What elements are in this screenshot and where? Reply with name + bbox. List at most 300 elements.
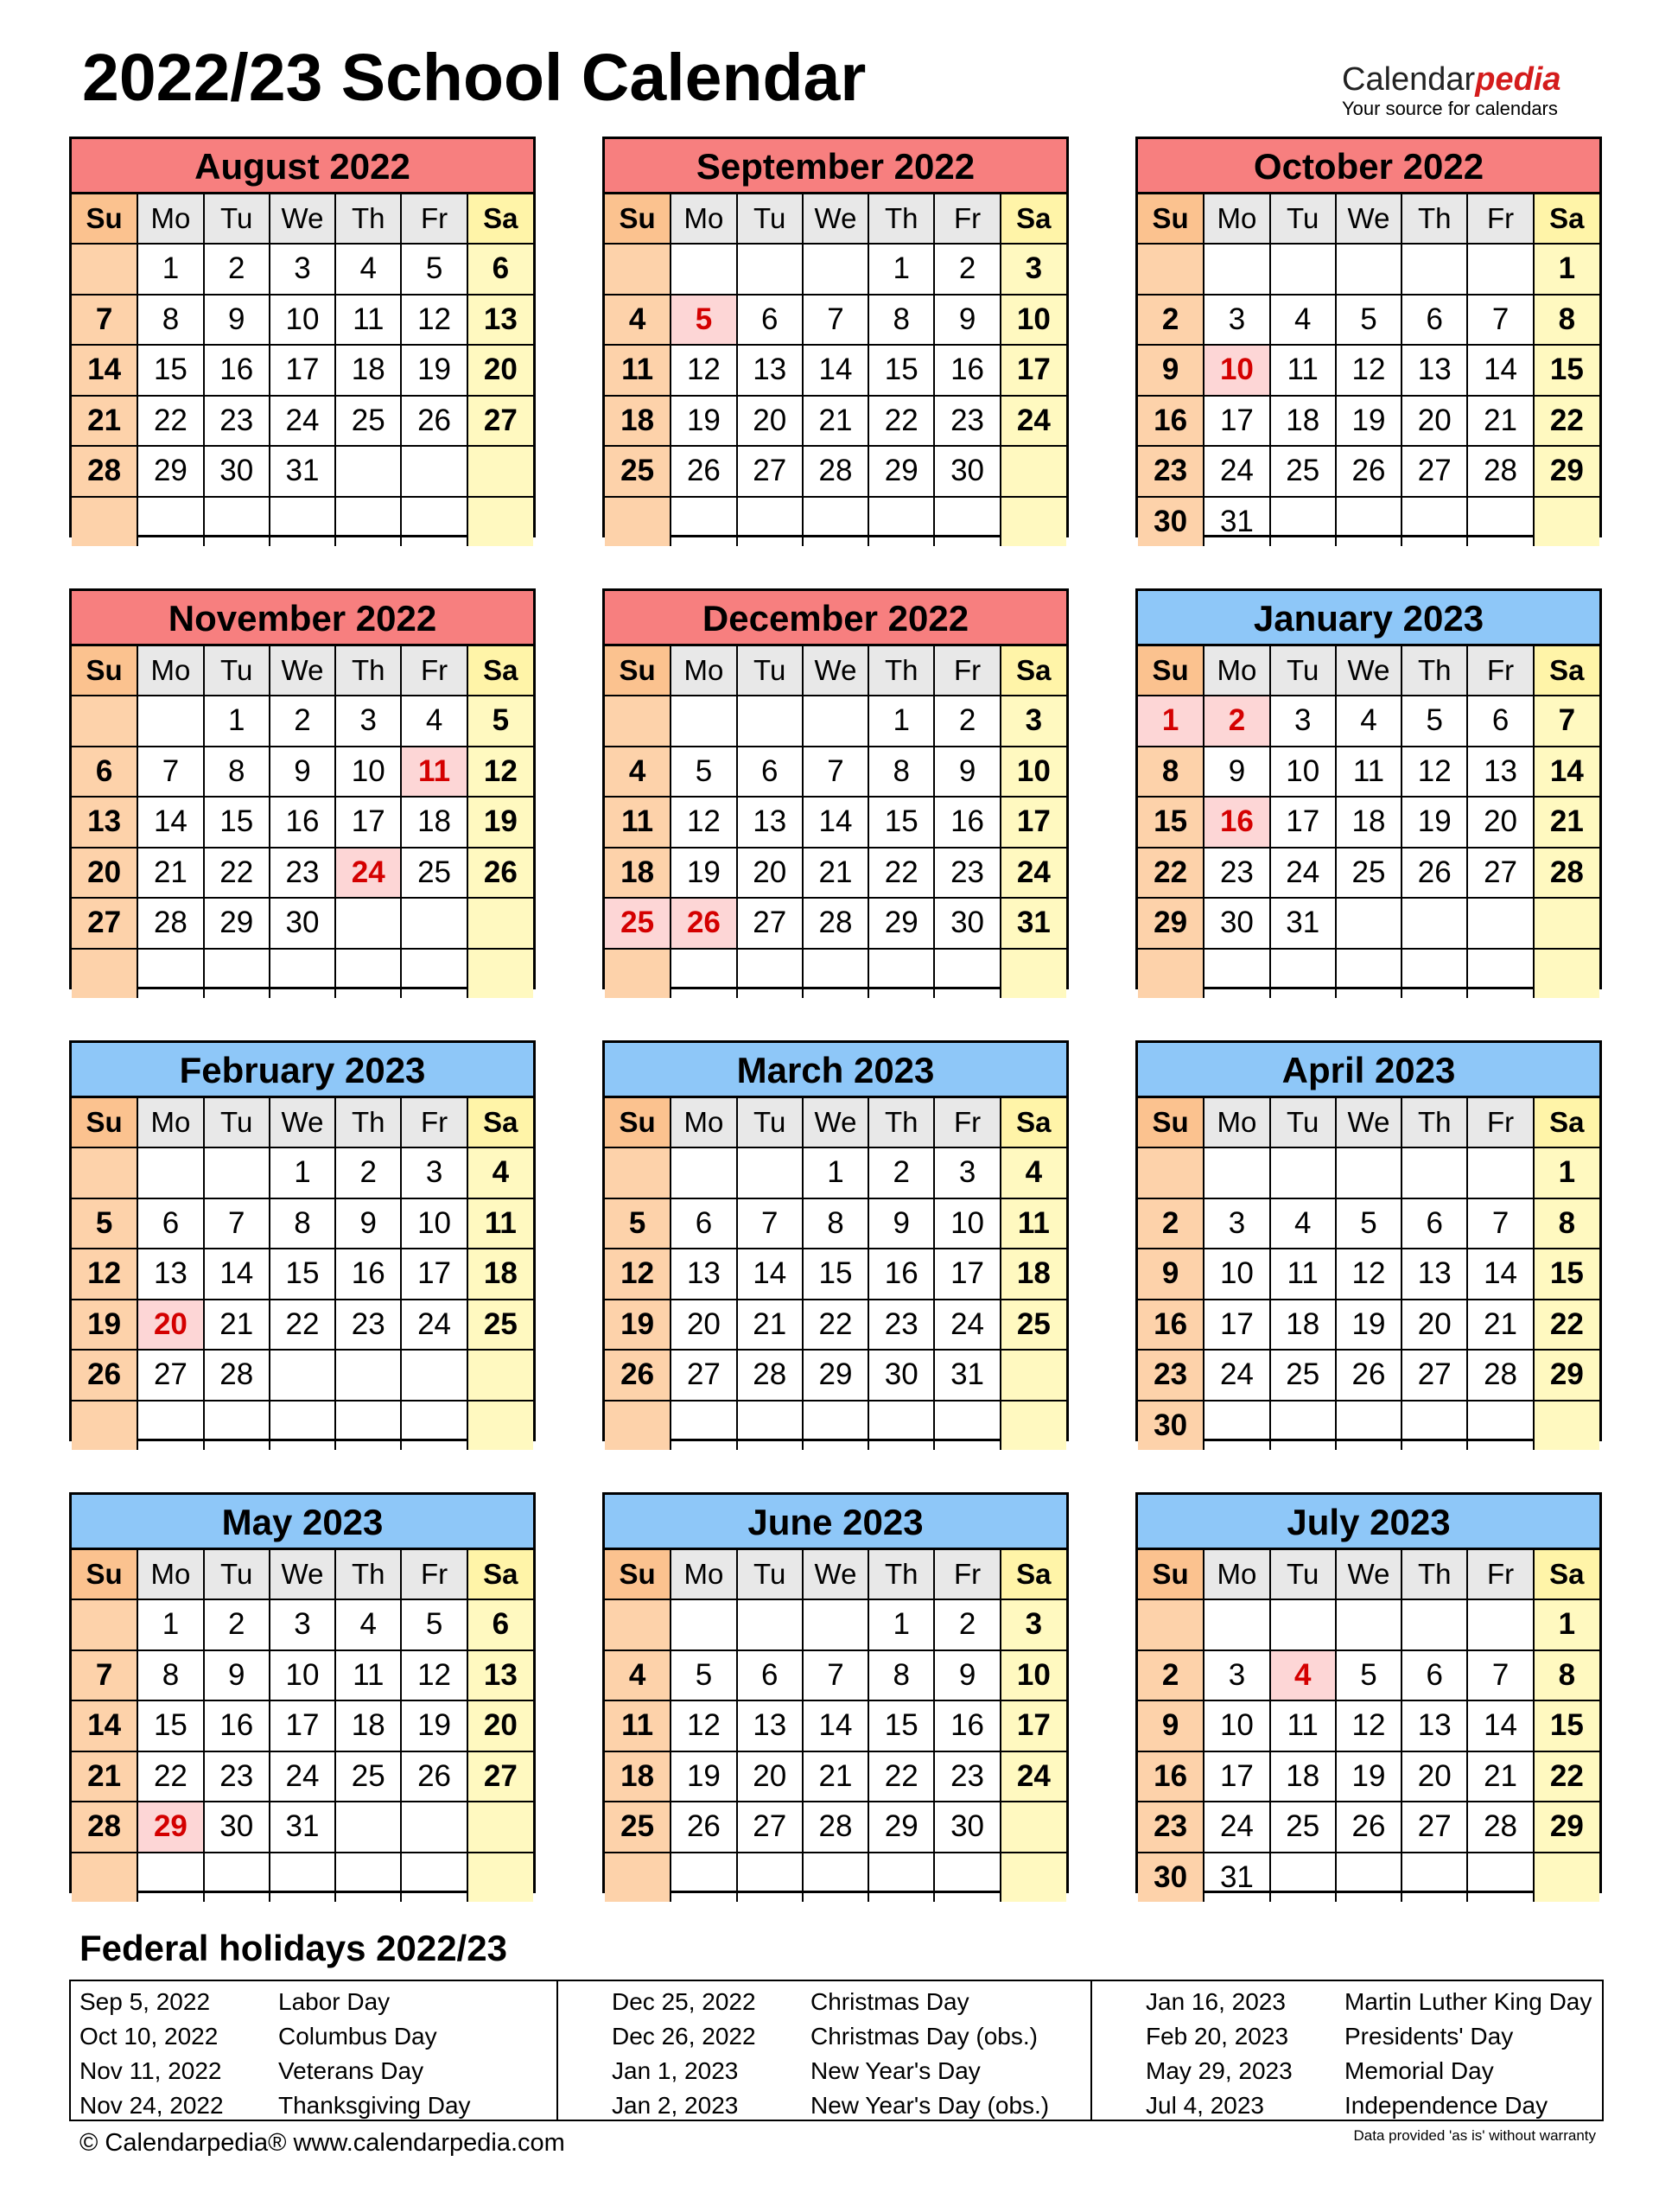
- day-cell: 31: [934, 1350, 1000, 1401]
- month-calendar: [1135, 1492, 1602, 1893]
- day-cell: 20: [1467, 797, 1533, 848]
- day-cell: 21: [803, 848, 868, 899]
- day-cell: [467, 446, 533, 497]
- week-row: [1138, 244, 1599, 295]
- day-cell: 18: [1270, 1300, 1336, 1351]
- weekday-header: Su: [72, 194, 137, 244]
- week-row: [72, 1198, 533, 1249]
- day-cell: [1467, 949, 1533, 999]
- day-cell: 8: [137, 295, 203, 346]
- holiday-name: New Year's Day (obs.): [810, 2092, 1050, 2119]
- week-row: [72, 898, 533, 949]
- week-row: [1138, 1650, 1599, 1701]
- day-cell: 21: [803, 1751, 868, 1802]
- weekday-header: Mo: [137, 1550, 203, 1599]
- day-cell: 11: [605, 797, 671, 848]
- day-cell: 24: [1204, 446, 1269, 497]
- day-cell: 25: [401, 848, 467, 899]
- day-cell: [467, 1401, 533, 1451]
- day-cell: [1402, 1401, 1467, 1451]
- day-cell: 6: [467, 1599, 533, 1650]
- holiday-name: Columbus Day: [278, 2023, 437, 2050]
- day-cell: 2: [1138, 295, 1204, 346]
- day-cell: 30: [1138, 497, 1204, 547]
- footer-disclaimer: Data provided 'as is' without warranty: [1353, 2127, 1596, 2144]
- day-cell: 17: [270, 1700, 335, 1751]
- day-cell: 28: [72, 446, 137, 497]
- day-cell: 28: [204, 1350, 270, 1401]
- day-cell: 9: [1204, 747, 1269, 798]
- day-cell: 6: [1402, 1198, 1467, 1249]
- day-cell: [401, 1853, 467, 1903]
- day-cell: 8: [868, 747, 934, 798]
- month-calendar: [1135, 588, 1602, 989]
- day-cell: 20: [1402, 396, 1467, 447]
- day-cell: 3: [1001, 1599, 1066, 1650]
- day-cell: 1: [868, 696, 934, 747]
- week-row: [605, 949, 1066, 999]
- day-cell: 29: [137, 446, 203, 497]
- day-cell: 12: [671, 1700, 736, 1751]
- week-row: [72, 797, 533, 848]
- day-cell: [671, 497, 736, 547]
- month-calendar: [1135, 1040, 1602, 1441]
- day-cell: 28: [137, 898, 203, 949]
- day-cell: 2: [934, 696, 1000, 747]
- day-cell: 10: [1204, 1249, 1269, 1300]
- weekday-header: Th: [1402, 1098, 1467, 1147]
- holiday-name: Martin Luther King Day: [1344, 1988, 1592, 2015]
- day-cell: 24: [1204, 1350, 1269, 1401]
- day-cell: [1270, 949, 1336, 999]
- weekday-header: Fr: [934, 1550, 1000, 1599]
- day-cell: 2: [1138, 1198, 1204, 1249]
- weekday-header: Th: [1402, 646, 1467, 696]
- day-cell: 10: [335, 747, 401, 798]
- weekday-header: We: [1336, 1098, 1402, 1147]
- day-cell: [204, 1401, 270, 1451]
- day-cell: [270, 1401, 335, 1451]
- day-cell: 28: [72, 1802, 137, 1853]
- day-cell: 1: [1534, 244, 1599, 295]
- day-cell: [335, 1350, 401, 1401]
- day-cell: 15: [137, 1700, 203, 1751]
- day-cell: 29: [1534, 1802, 1599, 1853]
- holiday-day-cell: 11: [401, 747, 467, 798]
- day-cell: 6: [467, 244, 533, 295]
- day-cell: 29: [803, 1350, 868, 1401]
- day-cell: 25: [1270, 446, 1336, 497]
- week-row: [1138, 497, 1599, 547]
- day-cell: 23: [1138, 1350, 1204, 1401]
- day-cell: [605, 1853, 671, 1903]
- day-cell: 1: [868, 244, 934, 295]
- day-cell: [72, 1147, 137, 1198]
- day-cell: [671, 1401, 736, 1451]
- holiday-date: Jan 1, 2023: [612, 2057, 739, 2084]
- day-cell: 27: [1402, 1350, 1467, 1401]
- day-cell: 4: [335, 244, 401, 295]
- day-cell: 22: [868, 1751, 934, 1802]
- week-row: [1138, 1147, 1599, 1198]
- day-cell: 4: [1270, 295, 1336, 346]
- day-cell: 23: [1138, 446, 1204, 497]
- day-cell: 24: [401, 1300, 467, 1351]
- day-cell: 12: [401, 295, 467, 346]
- weekday-header: Tu: [737, 1098, 803, 1147]
- week-row: [605, 1599, 1066, 1650]
- day-cell: 5: [1336, 295, 1402, 346]
- day-cell: 14: [1467, 1700, 1533, 1751]
- week-row: [605, 1147, 1066, 1198]
- day-cell: 9: [1138, 1249, 1204, 1300]
- week-row: [1138, 396, 1599, 447]
- day-cell: 6: [737, 1650, 803, 1701]
- day-cell: 10: [1001, 747, 1066, 798]
- week-row: [605, 1700, 1066, 1751]
- day-cell: 4: [605, 747, 671, 798]
- day-cell: [737, 1147, 803, 1198]
- weekday-header: Su: [1138, 1550, 1204, 1599]
- day-cell: 25: [335, 1751, 401, 1802]
- day-cell: 27: [1402, 1802, 1467, 1853]
- day-cell: 20: [737, 848, 803, 899]
- holiday-date: Dec 26, 2022: [612, 2023, 756, 2050]
- day-cell: 19: [401, 1700, 467, 1751]
- day-cell: 31: [1001, 898, 1066, 949]
- weekday-header: Sa: [1001, 194, 1066, 244]
- day-cell: [1001, 1401, 1066, 1451]
- day-cell: [1467, 1599, 1533, 1650]
- day-cell: 13: [137, 1249, 203, 1300]
- day-cell: [934, 949, 1000, 999]
- day-cell: 4: [1336, 696, 1402, 747]
- weekday-header: We: [270, 1098, 335, 1147]
- day-cell: 24: [934, 1300, 1000, 1351]
- weekday-header: We: [270, 646, 335, 696]
- week-row: [605, 1300, 1066, 1351]
- day-cell: 28: [803, 446, 868, 497]
- weekday-header: Su: [1138, 646, 1204, 696]
- day-cell: 30: [934, 446, 1000, 497]
- day-cell: 11: [1001, 1198, 1066, 1249]
- day-cell: [1402, 244, 1467, 295]
- day-cell: 17: [1001, 345, 1066, 396]
- weekday-header: Su: [72, 1550, 137, 1599]
- day-cell: 14: [803, 1700, 868, 1751]
- day-cell: [137, 1401, 203, 1451]
- day-cell: 7: [1467, 1650, 1533, 1701]
- day-cell: 22: [137, 396, 203, 447]
- day-cell: 9: [934, 295, 1000, 346]
- day-cell: 27: [737, 1802, 803, 1853]
- day-cell: 23: [1204, 848, 1269, 899]
- day-cell: [737, 949, 803, 999]
- weekday-header: Su: [72, 1098, 137, 1147]
- day-cell: [1138, 244, 1204, 295]
- weekday-header: Th: [335, 194, 401, 244]
- day-cell: 21: [1467, 1751, 1533, 1802]
- day-cell: 30: [934, 898, 1000, 949]
- day-cell: 16: [1138, 396, 1204, 447]
- day-cell: 4: [401, 696, 467, 747]
- day-cell: 16: [934, 345, 1000, 396]
- day-cell: 21: [1467, 1300, 1533, 1351]
- day-cell: 22: [803, 1300, 868, 1351]
- day-cell: 21: [204, 1300, 270, 1351]
- holiday-name: Veterans Day: [278, 2057, 424, 2084]
- week-row: [72, 345, 533, 396]
- day-cell: 20: [72, 848, 137, 899]
- weekday-header: Fr: [1467, 1550, 1533, 1599]
- week-row: [605, 1401, 1066, 1451]
- day-cell: 20: [737, 1751, 803, 1802]
- weekday-header: Fr: [401, 194, 467, 244]
- holiday-day-cell: 25: [605, 898, 671, 949]
- week-row: [1138, 1249, 1599, 1300]
- day-cell: [467, 1802, 533, 1853]
- day-cell: [1534, 898, 1599, 949]
- day-cell: [1001, 949, 1066, 999]
- day-cell: 13: [1467, 747, 1533, 798]
- day-cell: 22: [204, 848, 270, 899]
- day-cell: 19: [1336, 396, 1402, 447]
- day-cell: 17: [1270, 797, 1336, 848]
- day-cell: 16: [934, 1700, 1000, 1751]
- day-cell: [1270, 244, 1336, 295]
- day-cell: 25: [467, 1300, 533, 1351]
- day-cell: 17: [1001, 797, 1066, 848]
- weekday-header: We: [1336, 194, 1402, 244]
- weekday-header: Mo: [1204, 1550, 1269, 1599]
- weekday-header: Mo: [137, 646, 203, 696]
- holiday-date: Nov 11, 2022: [79, 2057, 222, 2084]
- day-cell: [1001, 1350, 1066, 1401]
- holiday-day-cell: 4: [1270, 1650, 1336, 1701]
- week-row: [1138, 1700, 1599, 1751]
- month-calendar: [602, 1040, 1069, 1441]
- day-cell: [401, 497, 467, 547]
- day-cell: [1467, 244, 1533, 295]
- day-cell: 19: [1336, 1751, 1402, 1802]
- day-cell: 26: [401, 1751, 467, 1802]
- day-cell: 7: [137, 747, 203, 798]
- day-cell: 18: [1336, 797, 1402, 848]
- month-calendar: [602, 137, 1069, 537]
- day-cell: 22: [1534, 1751, 1599, 1802]
- day-cell: 11: [335, 1650, 401, 1701]
- day-cell: [737, 1599, 803, 1650]
- day-cell: 27: [1467, 848, 1533, 899]
- holiday-name: Thanksgiving Day: [278, 2092, 471, 2119]
- weekday-header: Tu: [737, 646, 803, 696]
- day-cell: [72, 949, 137, 999]
- day-cell: [671, 949, 736, 999]
- day-cell: 19: [1402, 797, 1467, 848]
- day-cell: 13: [467, 1650, 533, 1701]
- day-cell: 3: [934, 1147, 1000, 1198]
- day-cell: 15: [1534, 345, 1599, 396]
- day-cell: 1: [803, 1147, 868, 1198]
- day-cell: [401, 898, 467, 949]
- day-cell: 5: [72, 1198, 137, 1249]
- day-cell: 8: [1534, 1198, 1599, 1249]
- weekday-header: Sa: [467, 1098, 533, 1147]
- day-cell: 8: [137, 1650, 203, 1701]
- day-cell: 18: [467, 1249, 533, 1300]
- weekday-header: We: [803, 194, 868, 244]
- weekday-header: We: [270, 194, 335, 244]
- day-cell: 21: [1534, 797, 1599, 848]
- day-cell: [137, 497, 203, 547]
- day-cell: 13: [737, 797, 803, 848]
- weekday-header: Mo: [137, 194, 203, 244]
- day-cell: 9: [270, 747, 335, 798]
- day-cell: 7: [737, 1198, 803, 1249]
- week-row: [605, 1650, 1066, 1701]
- federal-holidays-title: Federal holidays 2022/23: [79, 1928, 507, 1968]
- day-cell: [803, 696, 868, 747]
- day-cell: 29: [868, 1802, 934, 1853]
- day-cell: 2: [204, 1599, 270, 1650]
- day-cell: 11: [1270, 1700, 1336, 1751]
- day-cell: [401, 1802, 467, 1853]
- day-cell: 1: [137, 244, 203, 295]
- day-cell: [401, 1350, 467, 1401]
- day-cell: 13: [1402, 1700, 1467, 1751]
- day-cell: 10: [1001, 295, 1066, 346]
- holiday-date: May 29, 2023: [1146, 2057, 1293, 2084]
- day-cell: 27: [737, 898, 803, 949]
- day-cell: 3: [1270, 696, 1336, 747]
- week-row: [1138, 898, 1599, 949]
- day-cell: 23: [934, 1751, 1000, 1802]
- day-cell: 31: [1270, 898, 1336, 949]
- weekday-header: Fr: [934, 646, 1000, 696]
- day-cell: [467, 898, 533, 949]
- day-cell: 20: [1402, 1751, 1467, 1802]
- day-cell: 8: [868, 295, 934, 346]
- day-cell: [1138, 1147, 1204, 1198]
- week-row: [72, 497, 533, 547]
- weekday-header: Th: [335, 1098, 401, 1147]
- month-title: October 2022: [1138, 139, 1599, 194]
- day-cell: [204, 1147, 270, 1198]
- weekday-header: Tu: [204, 1098, 270, 1147]
- day-cell: 21: [72, 1751, 137, 1802]
- day-cell: 27: [671, 1350, 736, 1401]
- weekday-header: Fr: [401, 1550, 467, 1599]
- weekday-header: Th: [868, 194, 934, 244]
- day-cell: 20: [1402, 1300, 1467, 1351]
- day-cell: [605, 244, 671, 295]
- day-cell: 3: [1204, 295, 1269, 346]
- day-cell: 30: [1138, 1853, 1204, 1903]
- day-cell: [1001, 1802, 1066, 1853]
- day-cell: 6: [137, 1198, 203, 1249]
- day-cell: 20: [737, 396, 803, 447]
- day-cell: 15: [868, 345, 934, 396]
- day-cell: [467, 1350, 533, 1401]
- day-cell: [72, 1853, 137, 1903]
- day-cell: [737, 497, 803, 547]
- holiday-day-cell: 10: [1204, 345, 1269, 396]
- day-cell: 30: [1138, 1401, 1204, 1451]
- day-cell: 1: [868, 1599, 934, 1650]
- week-row: [1138, 1198, 1599, 1249]
- brand-tagline: Your source for calendars: [1342, 98, 1558, 119]
- day-cell: [204, 1853, 270, 1903]
- day-cell: 25: [335, 396, 401, 447]
- day-cell: 21: [72, 396, 137, 447]
- week-row: [605, 797, 1066, 848]
- day-cell: 19: [671, 396, 736, 447]
- week-row: [1138, 848, 1599, 899]
- week-row: [72, 1853, 533, 1903]
- brand-logo[interactable]: [1342, 60, 1618, 119]
- day-cell: 28: [1467, 1802, 1533, 1853]
- weekday-header: We: [803, 1098, 868, 1147]
- day-cell: 16: [204, 345, 270, 396]
- day-cell: 10: [401, 1198, 467, 1249]
- day-cell: 8: [204, 747, 270, 798]
- week-row: [72, 295, 533, 346]
- day-cell: [803, 1599, 868, 1650]
- month-title: May 2023: [72, 1495, 533, 1550]
- day-cell: [934, 1853, 1000, 1903]
- day-cell: [335, 898, 401, 949]
- weekday-header: Mo: [671, 1098, 736, 1147]
- weekday-header: Sa: [1534, 1098, 1599, 1147]
- day-cell: [1204, 949, 1269, 999]
- weekday-header: Sa: [467, 194, 533, 244]
- day-cell: 12: [1336, 1700, 1402, 1751]
- weekday-header: Sa: [467, 1550, 533, 1599]
- week-row: [605, 1350, 1066, 1401]
- day-cell: 24: [1204, 1802, 1269, 1853]
- page-title: 2022/23 School Calendar: [82, 41, 867, 115]
- day-cell: 16: [1138, 1300, 1204, 1351]
- day-cell: 25: [1270, 1802, 1336, 1853]
- holiday-day-cell: 5: [671, 295, 736, 346]
- day-cell: 15: [1534, 1249, 1599, 1300]
- day-cell: 13: [737, 1700, 803, 1751]
- day-cell: 18: [605, 1751, 671, 1802]
- day-cell: 9: [868, 1198, 934, 1249]
- day-cell: 10: [934, 1198, 1000, 1249]
- week-row: [605, 446, 1066, 497]
- weekday-header: Mo: [1204, 194, 1269, 244]
- day-cell: 14: [803, 797, 868, 848]
- day-cell: [1270, 1599, 1336, 1650]
- day-cell: 9: [1138, 345, 1204, 396]
- day-cell: 31: [270, 1802, 335, 1853]
- day-cell: 4: [467, 1147, 533, 1198]
- day-cell: 26: [671, 1802, 736, 1853]
- day-cell: 22: [1138, 848, 1204, 899]
- weekday-header: Fr: [1467, 194, 1533, 244]
- day-cell: [401, 446, 467, 497]
- day-cell: 3: [335, 696, 401, 747]
- day-cell: 22: [1534, 396, 1599, 447]
- weekday-header: Su: [605, 1098, 671, 1147]
- day-cell: 24: [1001, 1751, 1066, 1802]
- month-title: August 2022: [72, 139, 533, 194]
- day-cell: 3: [270, 244, 335, 295]
- day-cell: 2: [335, 1147, 401, 1198]
- weekday-header: Fr: [1467, 1098, 1533, 1147]
- week-row: [605, 244, 1066, 295]
